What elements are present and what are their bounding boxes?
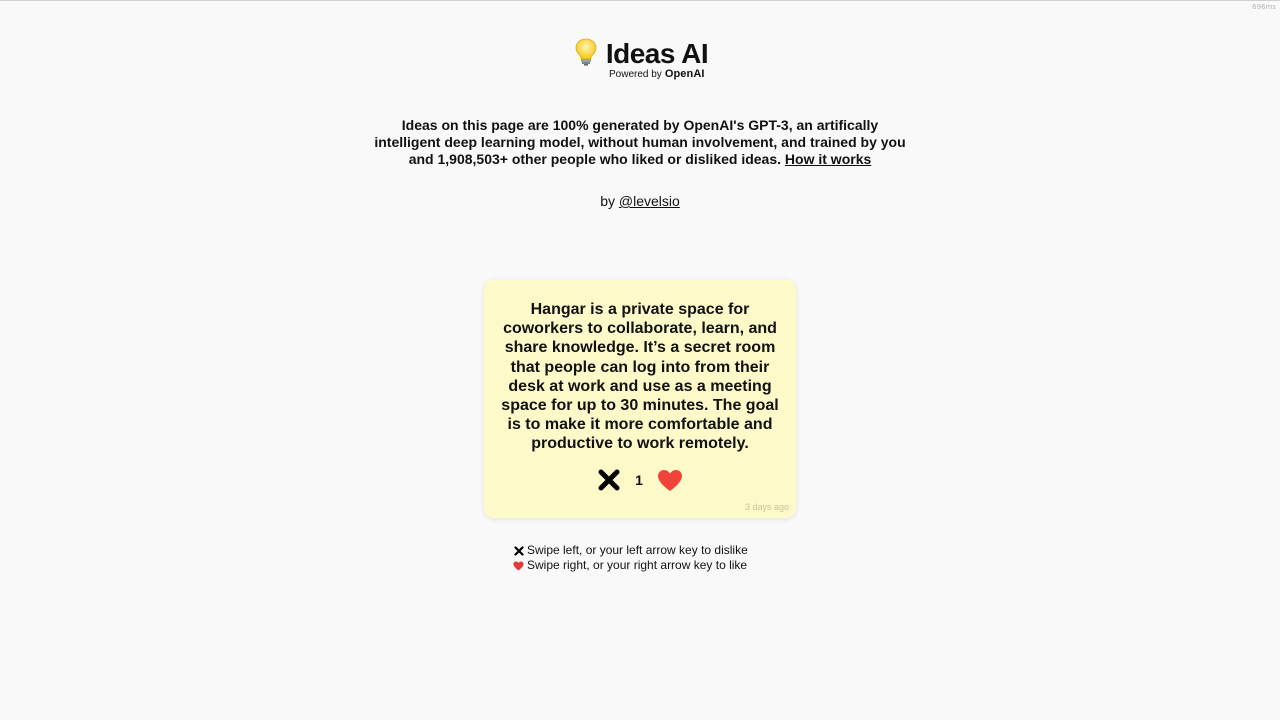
dislike-instruction-text: Swipe left, or your left arrow key to dislike bbox=[527, 543, 748, 557]
idea-age: 3 days ago bbox=[744, 502, 789, 512]
idea-card[interactable] bbox=[484, 280, 796, 518]
how-it-works-link[interactable]: How it works bbox=[784, 151, 872, 167]
powered-by-brand: OpenAI bbox=[664, 68, 705, 80]
heart-icon bbox=[657, 469, 683, 492]
window-top-border bbox=[0, 0, 1280, 1]
instructions bbox=[513, 543, 748, 573]
site-header bbox=[0, 38, 1280, 71]
title-row[interactable] bbox=[572, 38, 708, 70]
like-button[interactable] bbox=[657, 468, 683, 492]
intro-text bbox=[370, 117, 910, 168]
dislike-instruction bbox=[513, 543, 748, 558]
site-title: Ideas AI bbox=[605, 38, 709, 69]
like-instruction-text: Swipe right, or your right arrow key to like bbox=[527, 558, 748, 572]
cross-icon bbox=[598, 469, 620, 491]
heart-icon bbox=[513, 560, 524, 571]
powered-by[interactable] bbox=[609, 68, 705, 80]
cross-icon bbox=[513, 545, 524, 556]
like-instruction bbox=[513, 558, 748, 573]
idea-text: Hangar is a private space for coworkers to collaborate, learn, and share knowledge. It’s a secret room that people can log into from their desk at work and use as a meeting space for up to 30 minutes. The goal is to make it more comfortable and productive to work remotely. bbox=[501, 301, 779, 453]
like-count: 1 bbox=[635, 472, 643, 488]
intro-body: Ideas on this page are 100% generated by OpenAI's GPT-3, an artifically intelligent deep learning model, without human involvement, and trained by you and 1,908,503+ other people who liked or disliked ideas. bbox=[374, 117, 906, 167]
lightbulb-icon bbox=[572, 38, 600, 70]
vote-controls bbox=[484, 468, 796, 492]
powered-by-prefix: Powered by bbox=[609, 69, 662, 80]
author-link[interactable]: @levelsio bbox=[618, 193, 680, 209]
timing-readout: 696ms bbox=[1252, 3, 1276, 11]
byline-prefix: by bbox=[600, 193, 619, 209]
dislike-button[interactable] bbox=[597, 468, 621, 492]
byline bbox=[0, 193, 1280, 209]
